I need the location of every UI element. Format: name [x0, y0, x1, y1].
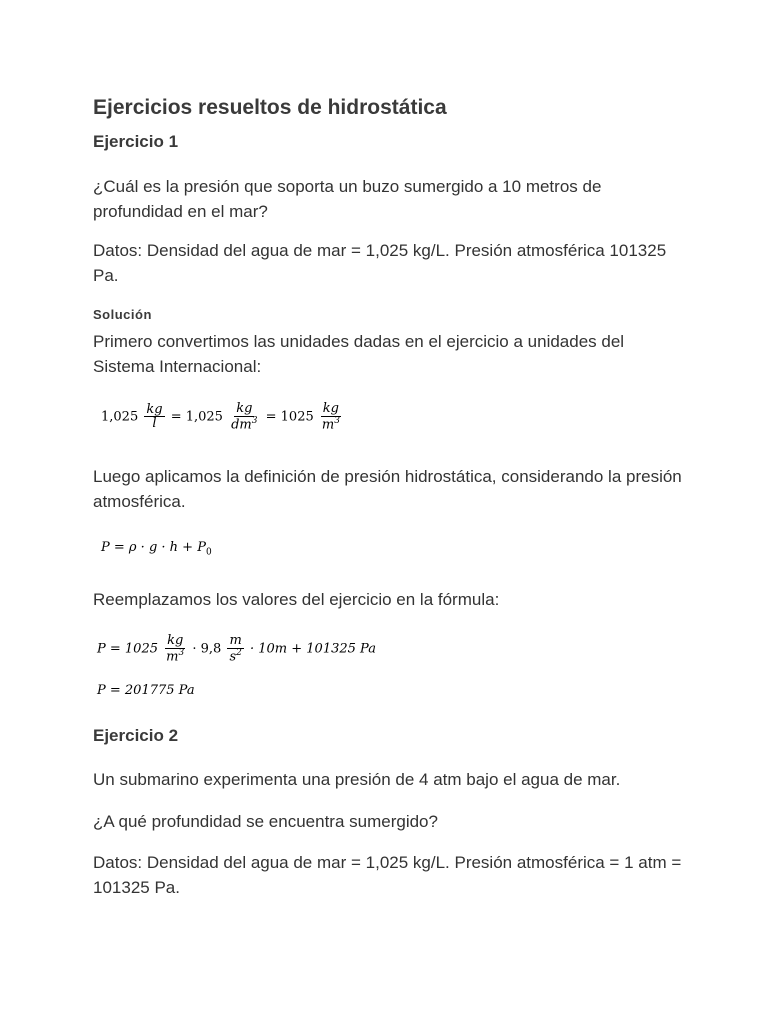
- eq1-value-c: = 1025: [265, 409, 314, 425]
- eq1-fraction-kg-dm3: $\frac{kg}{dm^3}$: [231, 401, 258, 432]
- eq1-value-b: = 1,025: [170, 409, 223, 425]
- eq1-fraction-kg-l: $\frac{kg}{l}$: [146, 401, 163, 432]
- exercise-1-step-3: Reemplazamos los valores del ejercicio en la fórmula:: [93, 590, 500, 609]
- equation-hydrostatic-pressure: $P = \rho \cdot g \cdot h + P_0$: [101, 540, 212, 558]
- exercise-2-heading: Ejercicio 2: [93, 726, 179, 745]
- exercise-1-step-2: Luego aplicamos la definición de presión hidrostática, considerando la presión atmosférica.: [93, 467, 682, 511]
- eq3-fraction-kg-m3: $\frac{kg}{m^3}$: [166, 633, 185, 664]
- exercise-1-heading: Ejercicio 1: [93, 132, 179, 151]
- exercise-1-question: ¿Cuál es la presión que soporta un buzo sumergido a 10 metros de profundidad en el mar?: [93, 177, 602, 221]
- exercise-2-line-2: ¿A qué profundidad se encuentra sumergido?: [93, 812, 438, 831]
- equation-substitution: P = 1025 $\frac{kg}{m^3}$ · 9,8 $\frac{m}{s^2}$ · 10m + 101325 Pa: [97, 633, 376, 664]
- exercise-1-step-1: Primero convertimos las unidades dadas en el ejercicio a unidades del Sistema Internacional:: [93, 332, 625, 376]
- exercise-2-data: Datos: Densidad del agua de mar = 1,025 kg/L. Presión atmosférica = 1 atm = 101325 Pa.: [93, 853, 682, 897]
- page-title: Ejercicios resueltos de hidrostática: [93, 96, 447, 119]
- exercise-1-data: Datos: Densidad del agua de mar = 1,025 kg/L. Presión atmosférica 101325 Pa.: [93, 241, 667, 285]
- eq1-fraction-kg-m3: $\frac{kg}{m^3}$: [321, 401, 340, 432]
- equation-result: P = 201775 Pa: [97, 683, 195, 698]
- eq1-value-a: 1,025: [101, 409, 139, 425]
- solution-label: Solución: [93, 307, 152, 322]
- eq3-fraction-m-s2: $\frac{m}{s^2}$: [229, 633, 242, 664]
- equation-unit-conversion: [101, 402, 344, 432]
- exercise-2-line-1: Un submarino experimenta una presión de 4 atm bajo el agua de mar.: [93, 770, 621, 789]
